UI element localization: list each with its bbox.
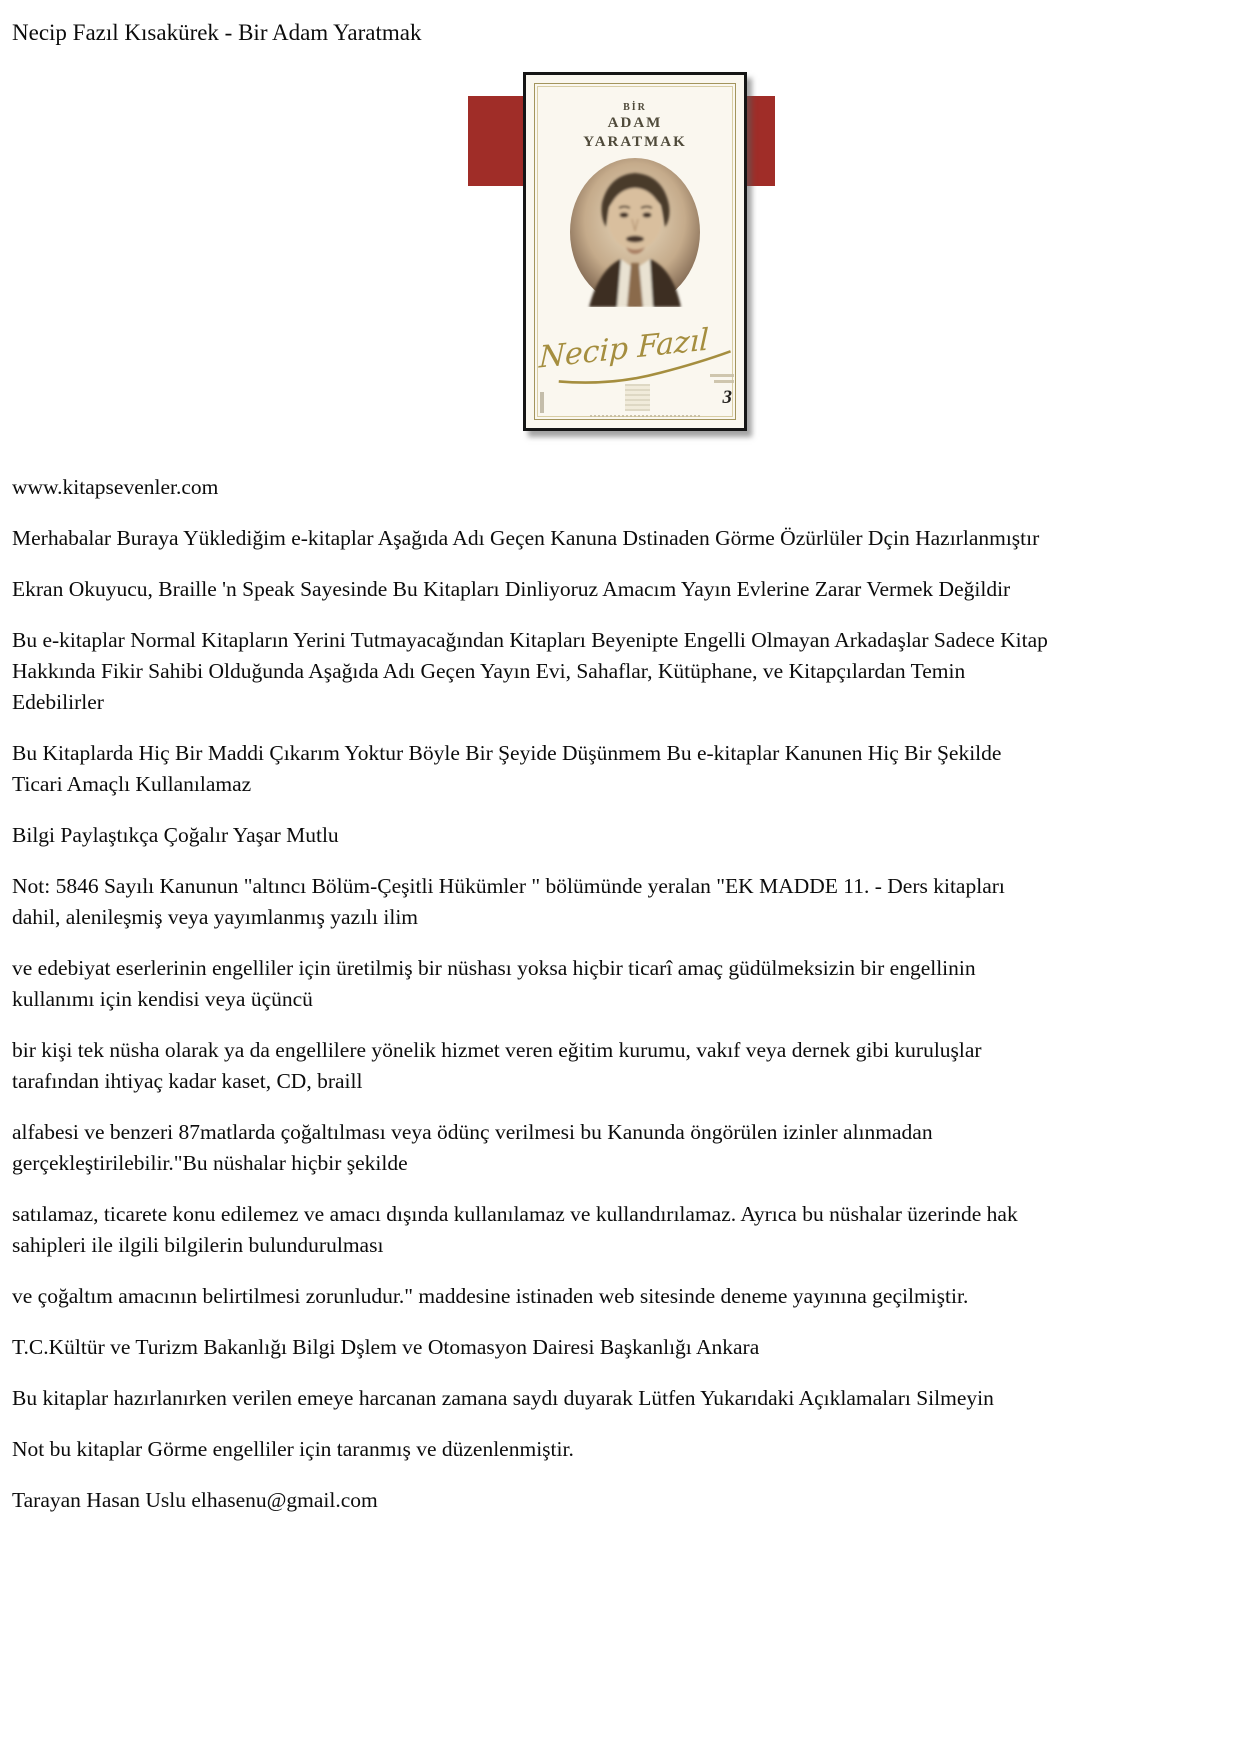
cover-title: [526, 102, 744, 151]
paragraph: [12, 472, 1228, 503]
book-cover-figure: [12, 70, 1228, 442]
text-line: T.C.Kültür ve Turizm Bakanlığı Bilgi Dşlem ve Otomasyon Dairesi Başkanlığı Ankara: [12, 1335, 760, 1359]
text-line: Merhabalar Buraya Yüklediğim e-kitaplar Aşağıda Adı Geçen Kanuna Dstinaden Görme Özürlüler Dçin Hazırlanmıştır: [12, 526, 1040, 550]
paragraph: [12, 625, 1228, 718]
author-signature: [538, 311, 738, 391]
text-line: alfabesi ve benzeri 87matlarda çoğaltılması veya ödünç verilmesi bu Kanunda öngörülen izinler alınmadan: [12, 1120, 933, 1144]
text-line: bir kişi tek nüsha olarak ya da engellilere yönelik hizmet veren eğitim kurumu, vakıf veya dernek gibi kuruluşlar: [12, 1038, 982, 1062]
text-line: Not bu kitaplar Görme engelliler için taranmış ve düzenlenmiştir.: [12, 1437, 574, 1461]
cover-bottom-dotted-line: [590, 415, 700, 417]
text-line: www.kitapsevenler.com: [12, 475, 219, 499]
text-line: Tarayan Hasan Uslu elhasenu@gmail.com: [12, 1488, 378, 1512]
text-line: Bilgi Paylaştıkça Çoğalır Yaşar Mutlu: [12, 823, 339, 847]
text-line: Bu kitaplar hazırlanırken verilen emeye harcanan zamana saydı duyarak Lütfen Yukarıdaki Açıklamaları Silmeyin: [12, 1386, 994, 1410]
paragraph: [12, 523, 1228, 554]
text-line: sahipleri ile ilgili bilgilerin bulundurulması: [12, 1233, 384, 1257]
portrait-photo: [569, 157, 701, 307]
paragraph: [12, 1117, 1228, 1179]
paragraph: [12, 1332, 1228, 1363]
text-line: ve edebiyat eserlerinin engelliler için üretilmiş bir nüshası yoksa hiçbir ticarî amaç güdülmeksizin bir engellinin: [12, 956, 976, 980]
text-line: tarafından ihtiyaç kadar kaset, CD, braill: [12, 1069, 363, 1093]
paragraph: [12, 953, 1228, 1015]
text-line: kullanımı için kendisi veya üçüncü: [12, 987, 313, 1011]
book-cover: [523, 72, 747, 431]
paragraph: [12, 1383, 1228, 1414]
text-line: Ticari Amaçlı Kullanılamaz: [12, 772, 252, 796]
paragraph: [12, 1035, 1228, 1097]
spine-mark: [540, 392, 544, 413]
svg-text:Necip Fazıl: Necip Fazıl: [538, 322, 710, 376]
paragraph: [12, 1281, 1228, 1312]
small-print-line: [714, 380, 734, 383]
volume-number: 3: [722, 387, 732, 408]
text-line: Edebilirler: [12, 690, 104, 714]
text-line: ve çoğaltım amacının belirtilmesi zorunludur." maddesine istinaden web sitesinde deneme yayınına geçilmiştir.: [12, 1284, 969, 1308]
small-print-line: [710, 374, 734, 377]
cover-title-line-2: ADAM: [607, 115, 663, 131]
text-line: dahil, alenileşmiş veya yayımlanmış yazılı ilim: [12, 905, 419, 929]
cover-title-line-3: YARATMAK: [583, 134, 687, 150]
text-line: Not: 5846 Sayılı Kanunun "altıncı Bölüm-Çeşitli Hükümler " bölümünde yeralan "EK MADDE 11. - Ders kitapları: [12, 874, 1005, 898]
paragraph: [12, 871, 1228, 933]
page-title: Necip Fazıl Kısakürek - Bir Adam Yaratmak: [12, 20, 422, 45]
text-line: Bu Kitaplarda Hiç Bir Maddi Çıkarım Yoktur Böyle Bir Şeyide Düşünmem Bu e-kitaplar Kanunen Hiç Bir Şekilde: [12, 741, 1002, 765]
cover-title-line-1: BİR: [623, 102, 647, 113]
paragraph: [12, 1485, 1228, 1516]
text-line: Bu e-kitaplar Normal Kitapların Yerini Tutmayacağından Kitapları Beyenipte Engelli Olmayan Arkadaşlar Sadece Kitap: [12, 628, 1048, 652]
publisher-small-print: [710, 374, 734, 383]
publisher-logo: [625, 384, 650, 411]
paragraph: [12, 820, 1228, 851]
text-line: Ekran Okuyucu, Braille 'n Speak Sayesinde Bu Kitapları Dinliyoruz Amacım Yayın Evlerine Zarar Vermek Değildir: [12, 577, 1011, 601]
document-body: [12, 472, 1228, 1516]
text-line: gerçekleştirilebilir."Bu nüshalar hiçbir şekilde: [12, 1151, 408, 1175]
paragraph: [12, 738, 1228, 800]
text-line: satılamaz, ticarete konu edilemez ve amacı dışında kullanılamaz ve kullandırılamaz. Ayrıca bu nüshalar üzerinde hak: [12, 1202, 1018, 1226]
text-line: Hakkında Fikir Sahibi Olduğunda Aşağıda Adı Geçen Yayın Evi, Sahaflar, Kütüphane, ve Kitapçılardan Temin: [12, 659, 966, 683]
paragraph: [12, 1434, 1228, 1465]
paragraph: [12, 574, 1228, 605]
paragraph: [12, 1199, 1228, 1261]
